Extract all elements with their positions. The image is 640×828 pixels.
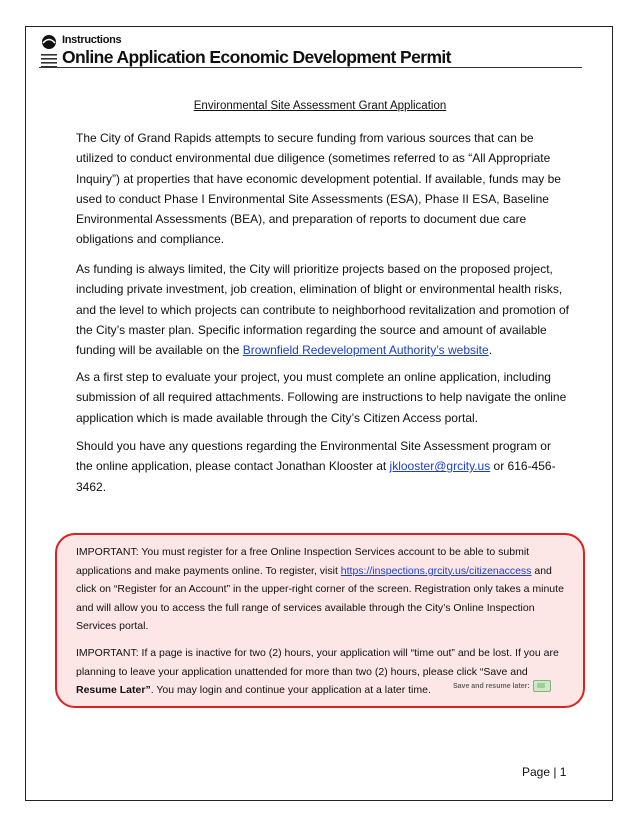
save-resume-widget: [453, 680, 551, 692]
register-text-end: and click on “Register for an Account” in the upper-right corner of the screen. Registration only takes a minute and will allow you to access the full range of services available through the City’s Online Inspection Services portal.: [76, 564, 564, 633]
contact-text-end: or 616-456-3462.: [76, 459, 556, 494]
city-logo: [39, 34, 59, 70]
resume-later-bold: Resume Later”: [76, 684, 151, 697]
brownfield-website-link[interactable]: Brownfield Redevelopment Authority’s website: [242, 343, 489, 358]
header-divider: [39, 67, 582, 68]
funding-paragraph: [76, 259, 570, 360]
save-resume-button-icon[interactable]: [533, 680, 551, 692]
header-section-label: Instructions: [62, 34, 122, 46]
first-step-paragraph: As a first step to evaluate your project, you must complete an online application, including submission of all required attachments. Following are instructions to help navigate the online application which is made available through the City’s Citizen Access portal.: [76, 370, 567, 425]
contact-paragraph: [76, 436, 570, 497]
timeout-text: IMPORTANT: If a page is inactive for two (2) hours, your application will “time out” and be lost. If you are planning to leave your application unattended for more than two (2) hours, please click “Save and: [76, 647, 559, 678]
document-title: Environmental Site Assessment Grant Application: [193, 100, 447, 112]
page-number: Page | 1: [522, 765, 567, 779]
save-resume-label: Save and resume later:: [453, 682, 530, 690]
funding-text: As funding is always limited, the City will prioritize projects based on the proposed project, including private investment, job creation, elimination of blight or environmental health risks, and the level to which projects can contribute to neighborhood revitalization and promotion of the City’s master plan. Specific information regarding the source and amount of available funding will be available on the: [76, 262, 569, 358]
email-link[interactable]: jklooster@grcity.us: [389, 459, 491, 474]
register-notice: [76, 543, 570, 636]
funding-text-end: .: [488, 343, 493, 358]
intro-paragraph: The City of Grand Rapids attempts to secure funding from various sources that can be utilized to conduct environmental due diligence (sometimes referred to as “All Appropriate Inquiry”) at properties that have economic development potential. If available, funds may be used to conduct Phase I Environmental Site Assessments (ESA), Phase II ESA, Baseline Environmental Assessments (BEA), and preparation of reports to document due care obligations and compliance.: [76, 131, 561, 247]
register-text: IMPORTANT: You must register for a free Online Inspection Services account to be able to submit applications and make payments online. To register, visit: [76, 546, 530, 577]
header-title: Online Application Economic Development Permit: [62, 47, 451, 67]
timeout-text-end: . You may login and continue your application at a later time.: [150, 684, 431, 697]
contact-text: Should you have any questions regarding the Environmental Site Assessment program or the online application, please contact Jonathan Klooster at: [76, 439, 551, 474]
citizen-access-link[interactable]: https://inspections.grcity.us/citizenaccess: [340, 564, 532, 577]
